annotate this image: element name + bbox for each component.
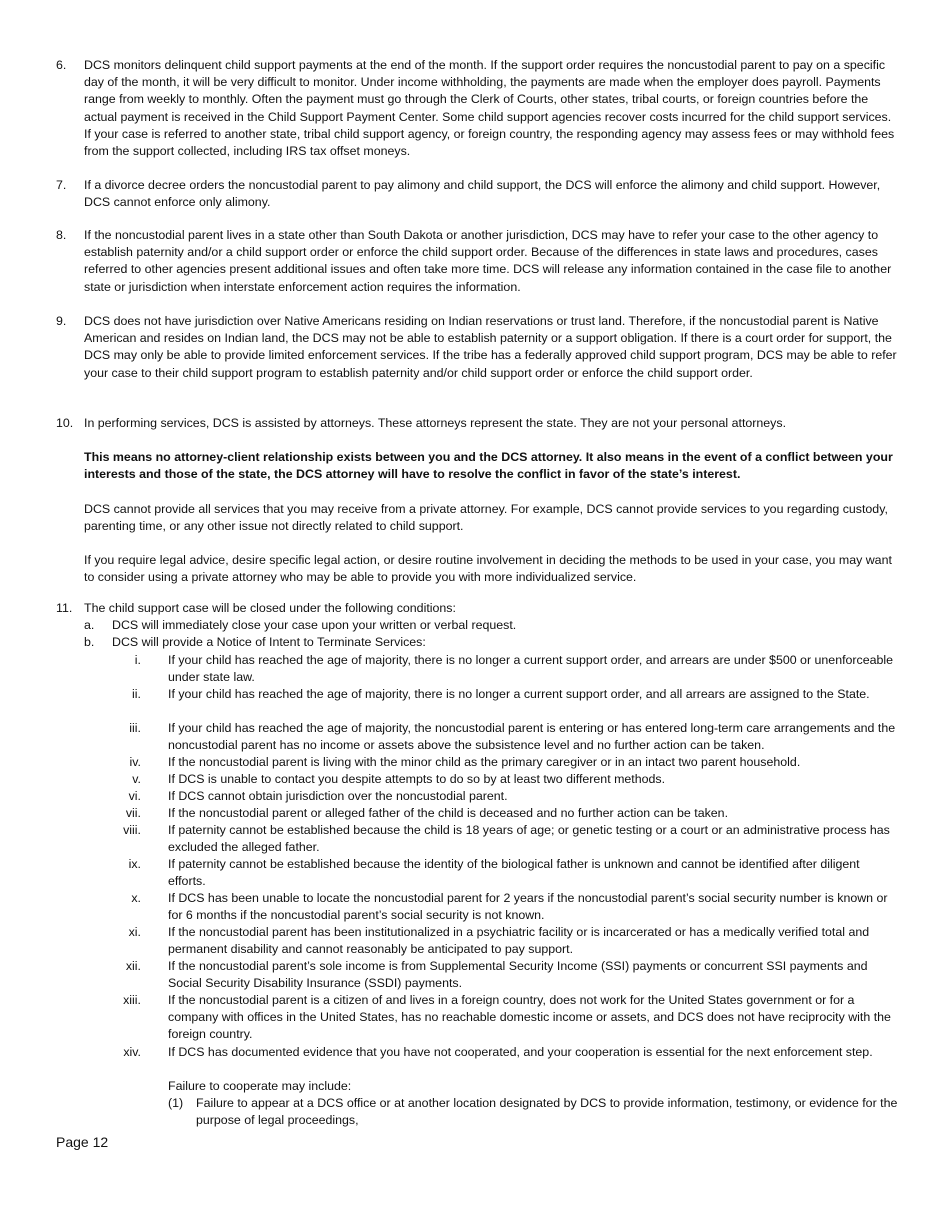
attorney-notice-paragraph: DCS cannot provide all services that you may receive from a private attorney. For example, DCS cannot provide services to you regarding custody, parenting time, or any other issue not directly related to child support. xyxy=(84,502,888,534)
list-item-11 xyxy=(56,600,898,617)
roman-item-iii xyxy=(0,720,898,754)
item-numeral: xiii. xyxy=(123,993,141,1007)
item-text: If DCS is unable to contact you despite attempts to do so by at least two different methods. xyxy=(168,772,666,786)
item-text: If the noncustodial parent is living with the minor child as the primary caregiver or in an intact two parent household. xyxy=(168,755,801,769)
sub-item-b xyxy=(56,634,898,651)
item-text: If the noncustodial parent’s sole income is from Supplemental Security Income (SSI) payments or concurrent SSI payments and Social Security Disability Insurance (SSDI) payments. xyxy=(168,959,868,991)
item-number: 9. xyxy=(56,314,67,328)
item-text: If DCS has been unable to locate the noncustodial parent for 2 years if the noncustodial parent’s social security number is known or for 6 months if the noncustodial parent’s social security is not known. xyxy=(168,891,888,923)
item-numeral: v. xyxy=(132,772,141,786)
item-numeral: ii. xyxy=(132,687,141,701)
roman-item-xiii xyxy=(0,992,898,1044)
roman-item-ii xyxy=(0,686,898,703)
roman-item-x xyxy=(0,890,898,924)
failure-intro: Failure to cooperate may include: xyxy=(168,1079,352,1093)
item-numeral: xi. xyxy=(128,925,141,939)
item-numeral: xii. xyxy=(125,959,141,973)
roman-item-xiv xyxy=(0,1044,898,1061)
item-text: DCS monitors delinquent child support payments at the end of the month. If the support order requires the noncustodial parent to pay on a specific day of the month, it will be very difficult to monitor. Under income withholding, the payments are made when the employer does payroll. Payments range from weekly to monthly. Often the payment must go through the Clerk of Courts, other states, tribal courts, or foreign countries before the actual payment is received in the Child Support Payment Center. Some child support agencies recover costs incurred for the child support services. If your case is referred to another state, tribal child support agency, or foreign country, the responding agency may assess fees or may withhold fees from the support collected, including IRS tax offset moneys. xyxy=(84,58,895,159)
roman-item-vii xyxy=(0,805,898,822)
item-text: If your child has reached the age of majority, there is no longer a current support order, and arrears are under $500 or unenforceable under state law. xyxy=(168,653,894,685)
item-text: Failure to appear at a DCS office or at another location designated by DCS to provide information, testimony, or evidence for the purpose of legal proceedings, xyxy=(196,1096,898,1128)
item-text: If the noncustodial parent lives in a state other than South Dakota or another jurisdiction, DCS may have to refer your case to the other agency to establish paternity and/or a child support order or enforce the child support order. Because of the differences in state laws and procedures, cases referred to other agencies present additional issues and often take more time. DCS will release any information contained in the case file to another state or jurisdiction when interstate enforcement action requires the information. xyxy=(84,228,892,294)
item-text: If DCS has documented evidence that you have not cooperated, and your cooperation is essential for the next enforcement step. xyxy=(168,1045,873,1059)
roman-item-xi xyxy=(0,924,898,958)
item-numeral: iv. xyxy=(129,755,141,769)
item-numeral: vii. xyxy=(125,806,141,820)
item-text: If your child has reached the age of majority, the noncustodial parent is entering or has entered long-term care arrangements and the noncustodial parent has no income or assets above the subsistence level and no further action can be taken. xyxy=(168,721,896,753)
list-item-10 xyxy=(56,415,898,432)
attorney-notice-bold: This means no attorney-client relationship exists between you and the DCS attorney. It also means in the event of a conflict between your interests and those of the state, the DCS attorney will have to resolve the conflict in favor of the state’s interest. xyxy=(84,450,893,482)
item-letter: a. xyxy=(84,618,95,632)
failure-item-1 xyxy=(168,1095,898,1129)
roman-item-i xyxy=(0,652,898,686)
item-number: (1) xyxy=(168,1096,184,1110)
sub-item-a xyxy=(56,617,898,634)
item-number: 6. xyxy=(56,58,67,72)
roman-item-v xyxy=(0,771,898,788)
item-numeral: x. xyxy=(131,891,141,905)
item-number: 8. xyxy=(56,228,67,242)
roman-item-viii xyxy=(0,822,898,856)
item-text: If paternity cannot be established because the child is 18 years of age; or genetic testing or a court or an administrative process has excluded the alleged father. xyxy=(168,823,890,855)
item-number: 7. xyxy=(56,178,67,192)
item-numeral: xiv. xyxy=(123,1045,141,1059)
item-text: If paternity cannot be established because the identity of the biological father is unknown and cannot be identified after diligent efforts. xyxy=(168,857,860,889)
list-item-8 xyxy=(56,227,898,296)
item-numeral: vi. xyxy=(128,789,141,803)
item-text: DCS will provide a Notice of Intent to Terminate Services: xyxy=(112,635,426,649)
item-text: If DCS cannot obtain jurisdiction over the noncustodial parent. xyxy=(168,789,508,803)
item-text: If the noncustodial parent has been institutionalized in a psychiatric facility or is incarcerated or has a medically verified total and permanent disability and cannot reasonably be anticipated to pay support. xyxy=(168,925,870,957)
item-number: 11. xyxy=(56,601,73,615)
item-text: The child support case will be closed under the following conditions: xyxy=(84,601,456,615)
item-number: 10. xyxy=(56,416,74,430)
list-item-9 xyxy=(56,313,898,382)
item-numeral: ix. xyxy=(128,857,141,871)
roman-item-iv xyxy=(0,754,898,771)
list-item-7 xyxy=(56,177,898,211)
item-text: In performing services, DCS is assisted by attorneys. These attorneys represent the state. They are not your personal attorneys. xyxy=(84,416,787,430)
item-numeral: viii. xyxy=(123,823,141,837)
item-text: If your child has reached the age of majority, there is no longer a current support order, and all arrears are assigned to the State. xyxy=(168,687,870,701)
item-text: If the noncustodial parent or alleged father of the child is deceased and no further action can be taken. xyxy=(168,806,729,820)
roman-item-ix xyxy=(0,856,898,890)
roman-item-xii xyxy=(0,958,898,992)
item-text: DCS does not have jurisdiction over Native Americans residing on Indian reservations or trust land. Therefore, if the noncustodial parent is Native American and resides on Indian land, the DCS may not be able to establish paternity or a support obligation. If there is a court order for support, the DCS may only be able to provide limited enforcement services. If the tribe has a federally approved child support program, DCS may be able to refer your case to their child support program to establish paternity and/or child support order or enforce the child support order. xyxy=(84,314,897,380)
item-text: DCS will immediately close your case upon your written or verbal request. xyxy=(112,618,517,632)
item-numeral: i. xyxy=(134,653,141,667)
legal-advice-paragraph: If you require legal advice, desire specific legal action, or desire routine involvement in deciding the methods to be used in your case, you may want to consider using a private attorney who may be able to provide you with more individualized service. xyxy=(84,553,892,585)
roman-item-vi xyxy=(0,788,898,805)
list-item-6 xyxy=(56,57,898,160)
item-numeral: iii. xyxy=(129,721,141,735)
page-number: Page 12 xyxy=(56,1134,109,1150)
item-text: If a divorce decree orders the noncustodial parent to pay alimony and child support, the DCS will enforce the alimony and child support. However, DCS cannot enforce only alimony. xyxy=(84,178,881,210)
item-text: If the noncustodial parent is a citizen of and lives in a foreign country, does not work for the United States government or for a company with offices in the United States, has no reachable domestic income or assets, and DCS does not have reciprocity with the foreign country. xyxy=(168,993,891,1042)
item-letter: b. xyxy=(84,635,95,649)
